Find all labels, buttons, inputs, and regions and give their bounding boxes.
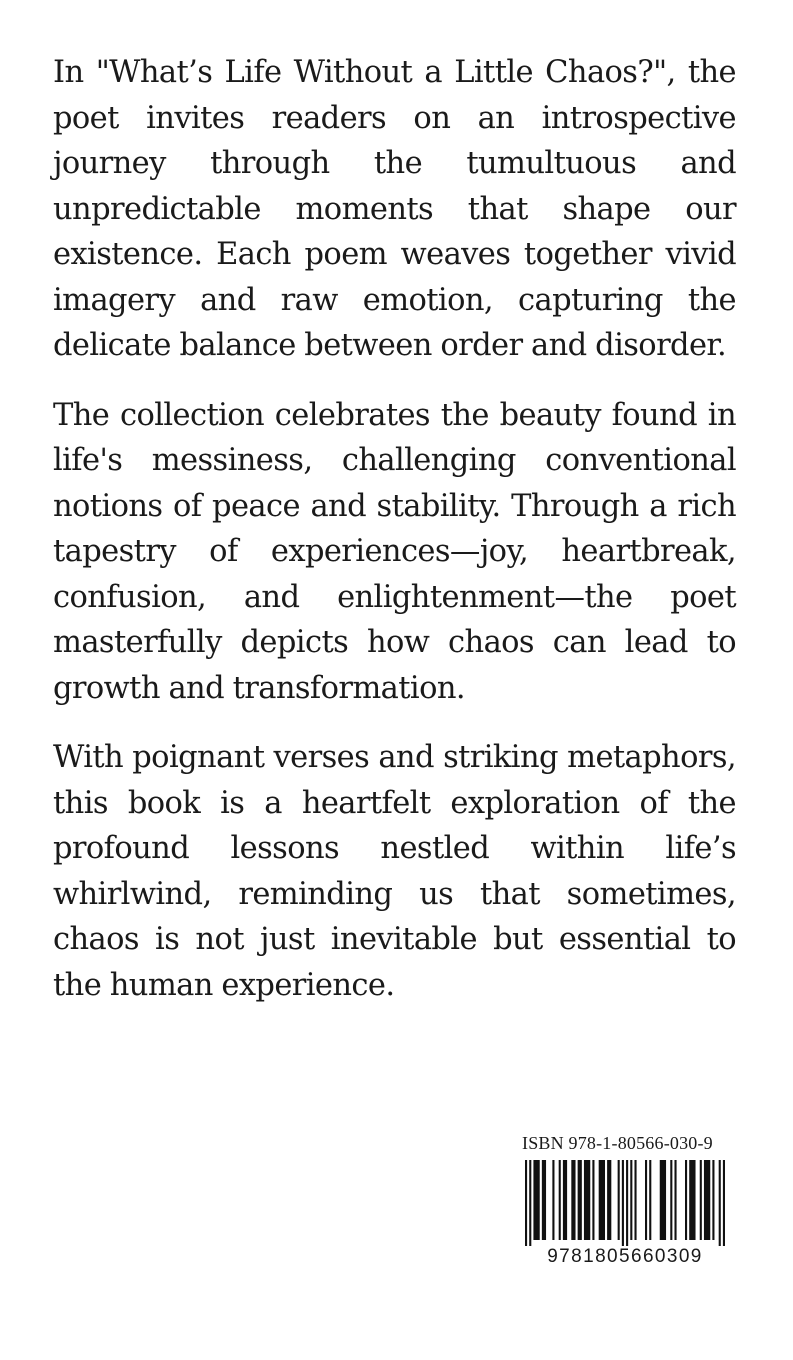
barcode-bar: [584, 1160, 590, 1240]
barcode-image: [525, 1160, 725, 1246]
barcode-bar: [649, 1160, 651, 1240]
barcode-bar: [660, 1160, 666, 1240]
barcode-bar: [525, 1160, 527, 1246]
barcode-bar: [533, 1160, 539, 1240]
barcode-bar: [712, 1160, 714, 1240]
barcode-bar: [645, 1160, 647, 1240]
description-paragraph-2: The collection celebrates the beauty found in life's messiness, challenging conventional notions of peace and stability. Through a rich tapestry of experiences—joy, heartbreak, confusion, and enlightenment—the poet masterfully depicts how chaos can lead to growth and transformation.: [53, 397, 736, 706]
barcode-bar: [704, 1160, 710, 1240]
barcode-bar: [559, 1160, 561, 1240]
barcode-number: 9781805660309: [547, 1246, 703, 1267]
barcode-bar: [674, 1160, 676, 1240]
barcode-bar: [685, 1160, 687, 1240]
barcode-bar: [542, 1160, 546, 1240]
description-paragraph-1: In "What’s Life Without a Little Chaos?", the poet invites readers on an introspective journey through the tumultuous and unpredictable moments that shape our existence. Each poem weaves together vivid imagery and raw emotion, capturing the delicate balance between order and disorder.: [53, 55, 736, 363]
barcode-bar: [700, 1160, 702, 1240]
barcode-bar: [563, 1160, 567, 1240]
barcode-bar: [578, 1160, 582, 1240]
barcode-bar: [599, 1160, 605, 1240]
barcode-bar: [719, 1160, 721, 1246]
barcode-bar: [618, 1160, 620, 1240]
barcode-bar: [592, 1160, 594, 1240]
barcode-bar: [630, 1160, 632, 1240]
book-description: [53, 50, 736, 1032]
barcode-bar: [622, 1160, 624, 1246]
barcode-bar: [689, 1160, 695, 1240]
barcode-bar: [634, 1160, 636, 1240]
isbn-barcode-block: [522, 1132, 728, 1272]
barcode-bar: [529, 1160, 531, 1246]
barcode-bar: [552, 1160, 554, 1240]
barcode-bar: [670, 1160, 672, 1240]
description-paragraph-3: With poignant verses and striking metaphors, this book is a heartfelt exploration of the profound lessons nestled within life’s whirlwind, reminding us that sometimes, chaos is not just inevitable but essential to the human experience.: [53, 740, 736, 1003]
barcode-bar: [571, 1160, 575, 1240]
barcode-bar: [607, 1160, 611, 1240]
isbn-label: ISBN 978-1-80566-030-9: [522, 1133, 713, 1153]
barcode-bar: [626, 1160, 628, 1246]
barcode-bar: [723, 1160, 725, 1246]
